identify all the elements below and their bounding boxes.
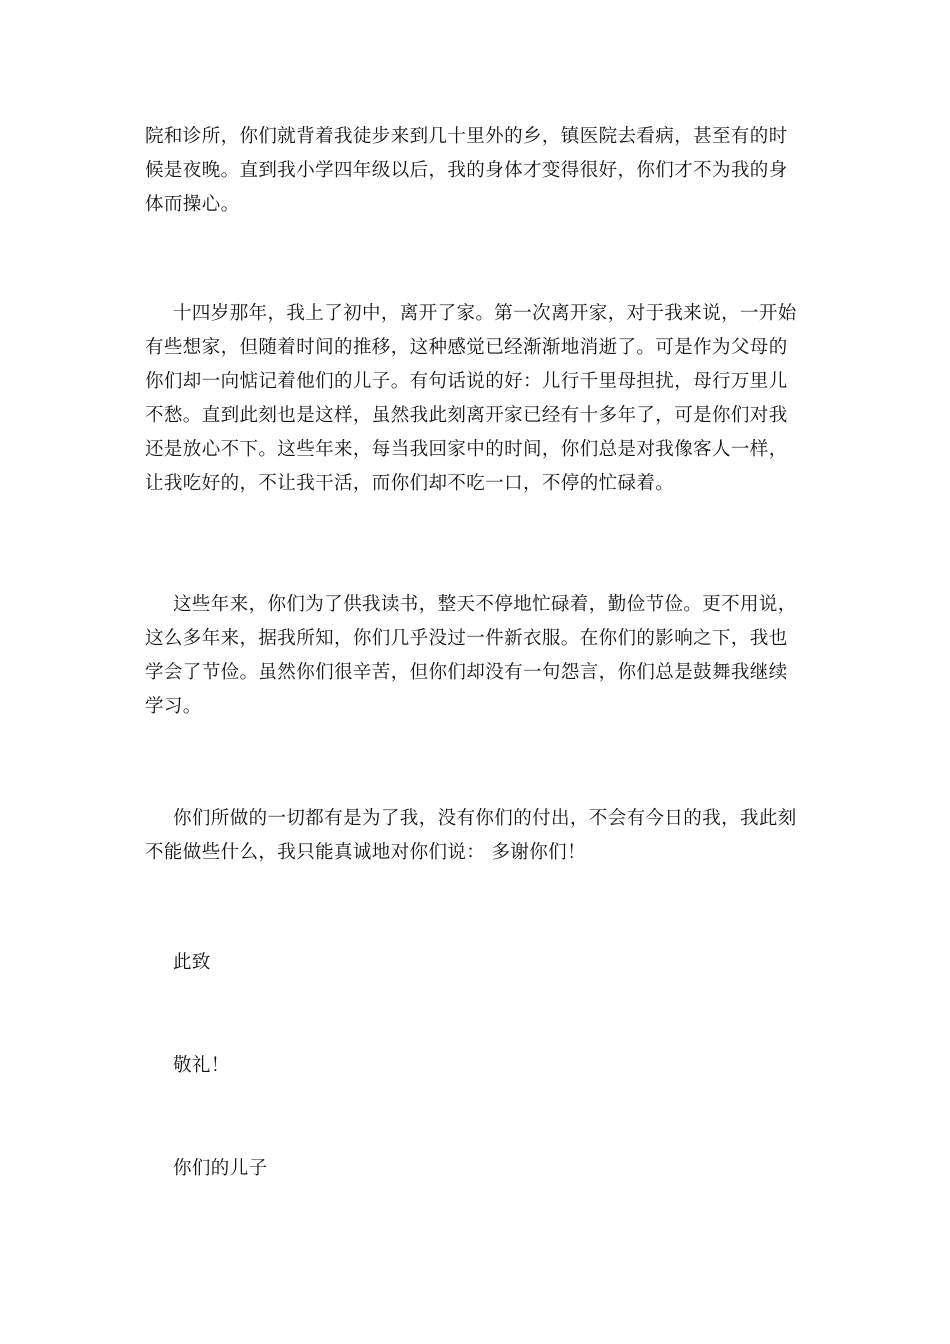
paragraph-frugality: [145, 588, 810, 724]
paragraph-childhood-illness: [145, 120, 810, 222]
text-line: 不愁。直到此刻也是这样，虽然我此刻离开家已经有十多年了，可是你们对我: [145, 405, 788, 426]
letter-salute: 敬礼！: [173, 1055, 230, 1076]
text-line: 这些年来，你们为了供我读书，整天不停地忙碌着，勤俭节俭。更不用说，: [173, 594, 797, 615]
text-line: 学会了节俭。虽然你们很辛苦，但你们却没有一句怨言，你们总是鼓舞我继续: [145, 662, 788, 683]
text-line: 体而操心。: [145, 194, 240, 215]
letter-closing: 此致: [173, 952, 211, 973]
text-line: 你们却一向惦记着他们的儿子。有句话说的好：儿行千里母担扰，母行万里儿: [145, 371, 788, 392]
paragraph-gratitude: [145, 802, 810, 870]
text-line: 还是放心不下。这些年来，每当我回家中的时间，你们总是对我像客人一样，: [145, 439, 788, 460]
paragraph-leaving-home: [145, 297, 810, 501]
text-line: 十四岁那年，我上了初中，离开了家。第一次离开家，对于我来说，一开始: [173, 303, 797, 324]
text-line: 不能做些什么，我只能真诚地对你们说： 多谢你们！: [145, 842, 586, 863]
text-line: 候是夜晚。直到我小学四年级以后，我的身体才变得很好，你们才不为我的身: [145, 160, 788, 181]
text-line: 让我吃好的，不让我干活，而你们却不吃一口，不停的忙碌着。: [145, 473, 675, 494]
text-line: 院和诊所，你们就背着我徒步来到几十里外的乡，镇医院去看病，甚至有的时: [145, 126, 788, 147]
text-line: 你们所做的一切都有是为了我，没有你们的付出，不会有今日的我，我此刻: [173, 808, 797, 829]
text-line: 有些想家，但随着时间的推移，这种感觉已经渐渐地消逝了。可是作为父母的: [145, 337, 788, 358]
text-line: 学习。: [145, 696, 202, 717]
text-line: 这么多年来，据我所知，你们几乎没过一件新衣服。在你们的影响之下，我也: [145, 628, 788, 649]
letter-signature: 你们的儿子: [173, 1158, 268, 1179]
